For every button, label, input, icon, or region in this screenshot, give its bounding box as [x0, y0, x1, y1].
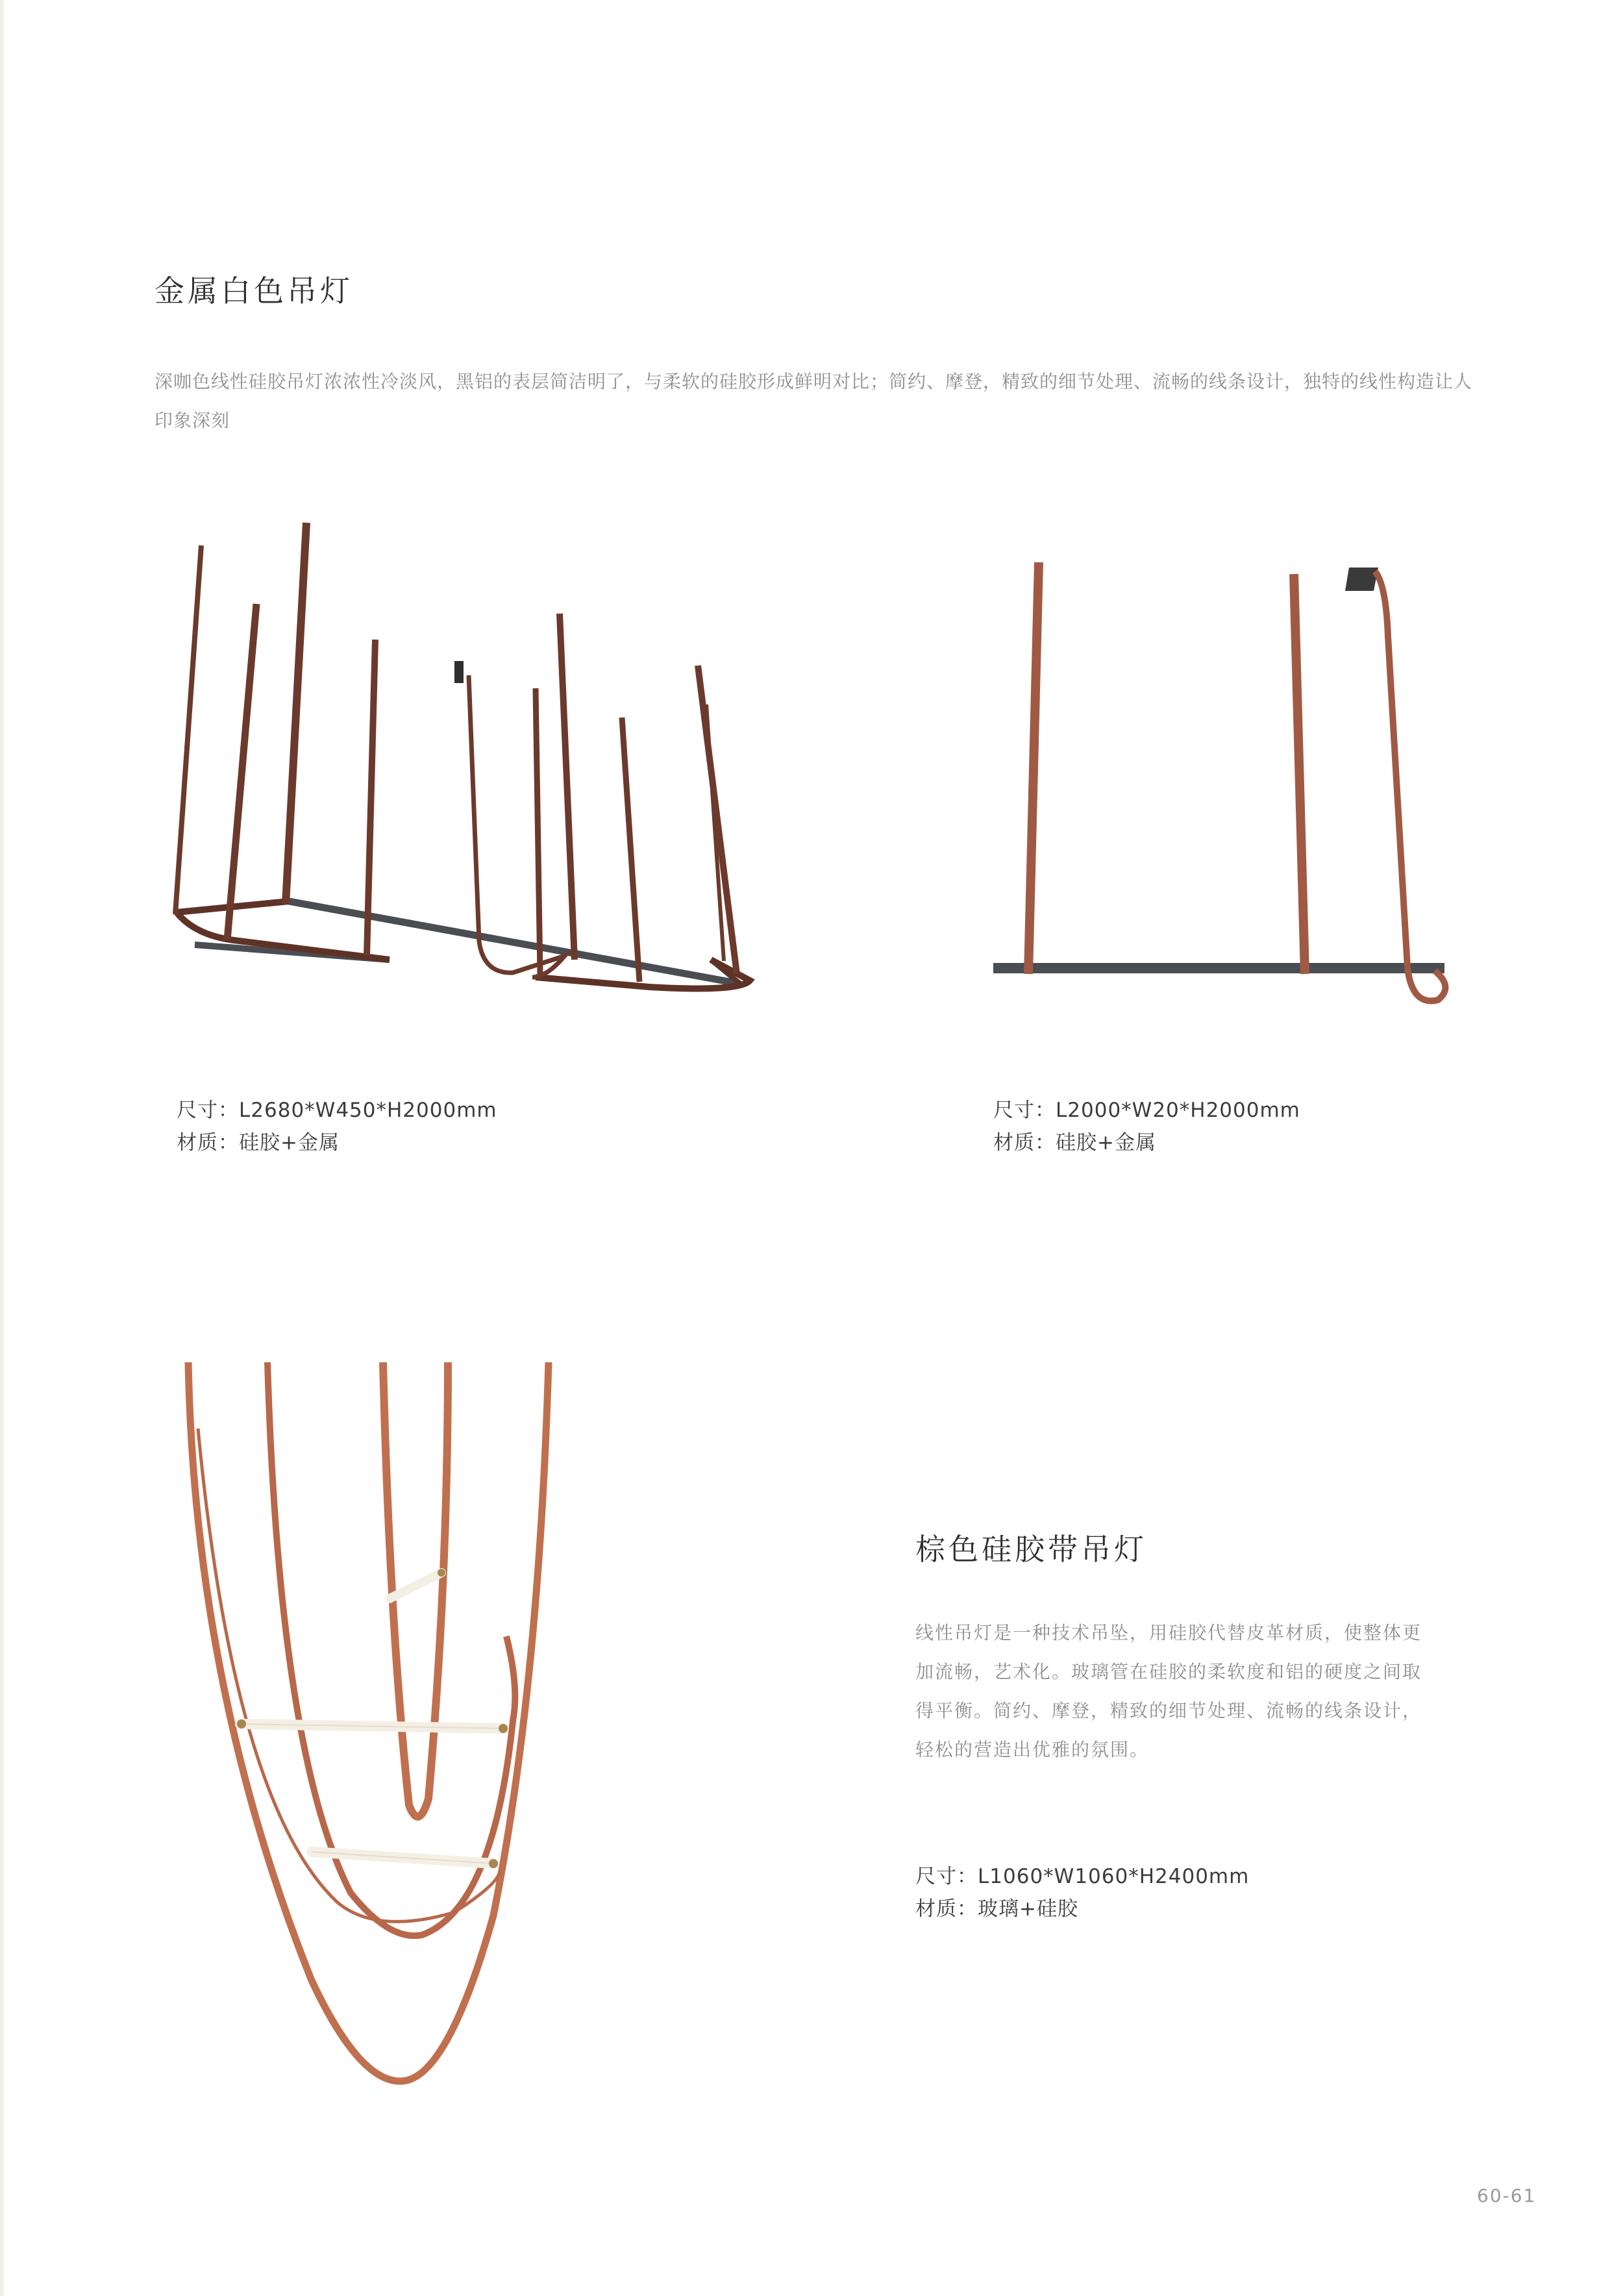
- section-title-brown-silicone-strap-pendant: 棕色硅胶带吊灯: [915, 1532, 1147, 1567]
- product2-material: 材质：硅胶+金属: [993, 1131, 1156, 1154]
- section-description-metal-white-pendant: 深咖色线性硅胶吊灯浓浓性冷淡风，黑铝的表层简洁明了，与柔软的硅胶形成鲜明对比；简约、摩登，精致的细节处理、流畅的线条设计，独特的线性构造让人印象深刻: [155, 371, 1473, 431]
- product3-size: 尺寸：L1060*W1060*H2400mm: [915, 1865, 1250, 1888]
- product1-size: 尺寸：L2680*W450*H2000mm: [177, 1099, 497, 1122]
- section-title-metal-white-pendant: 金属白色吊灯: [155, 273, 353, 308]
- product1-material: 材质：硅胶+金属: [177, 1131, 340, 1154]
- product3-material: 材质：玻璃+硅胶: [915, 1897, 1078, 1921]
- section-description-brown-silicone-strap-pendant: 线性吊灯是一种技术吊坠，用硅胶代替皮革材质，使整体更加流畅，艺术化。玻璃管在硅胶的柔软度和铝的硬度之间取得平衡。简约、摩登，精致的细节处理、流畅的线条设计，轻松的营造出优雅的氛围。: [915, 1622, 1422, 1760]
- page-number: 60-61: [1477, 2185, 1537, 2206]
- product2-size: 尺寸：L2000*W20*H2000mm: [993, 1099, 1300, 1122]
